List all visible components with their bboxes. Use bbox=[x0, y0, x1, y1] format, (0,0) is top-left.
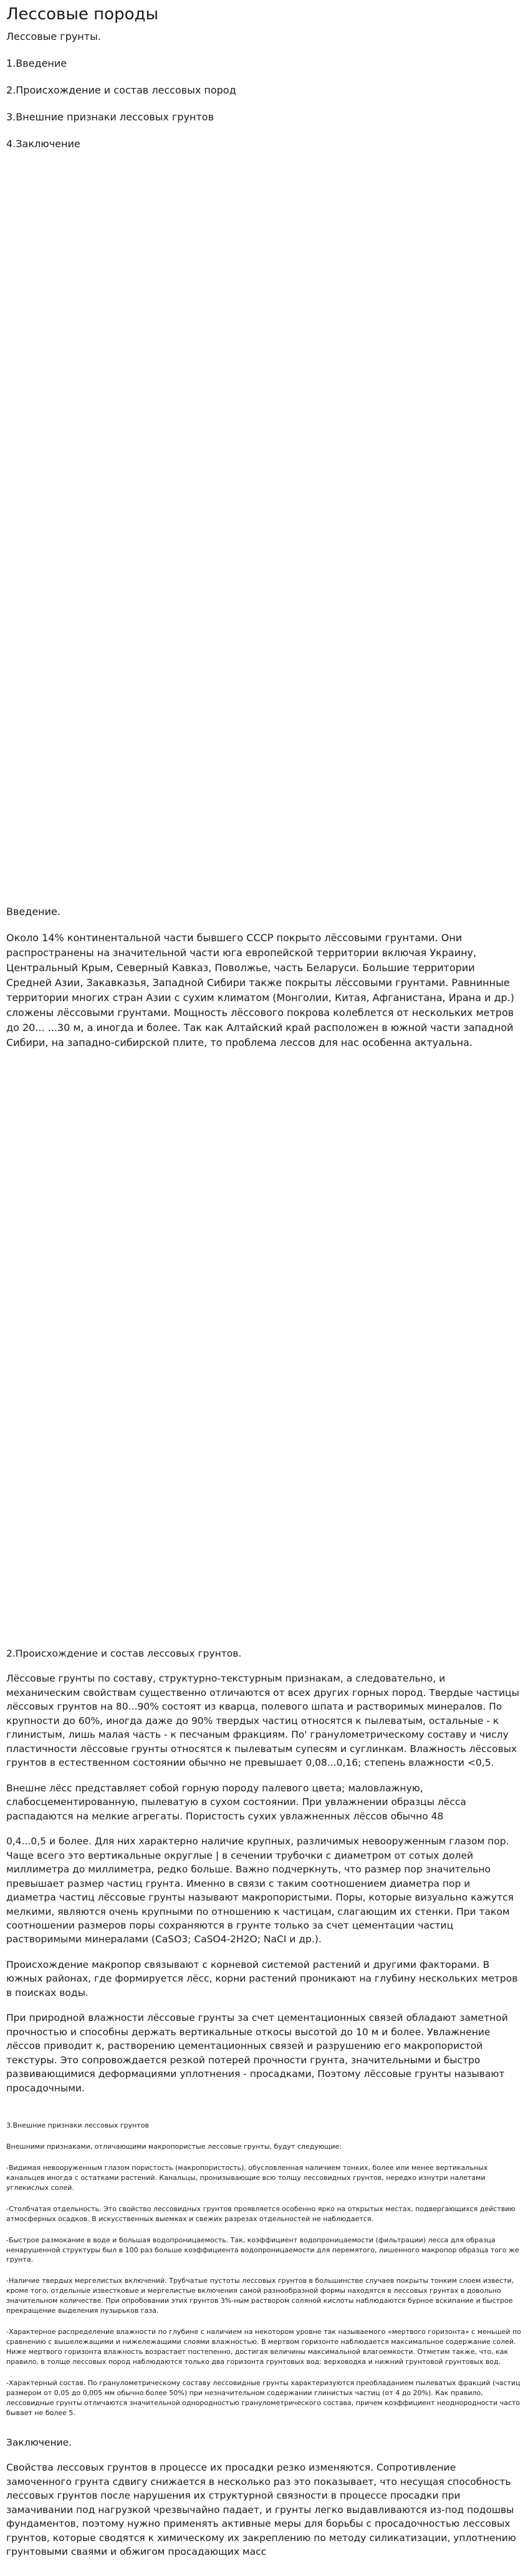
section-heading: 2.Происхождение и состав лессовых грунтов. bbox=[6, 1648, 242, 1659]
feature-composition: -Характерный состав. По гранулометрическому составу лессовидные грунты характеризуются преобладанием пылеватых фракций (частиц размером от 0,05 до 0,005 мм обычно более 50%) при незначительном содержании глинистых частиц (от 4 до 20%). Как правило, лессовидные грунты отличаются значительной однородностью гранулометрического состава, причем коэффициент неоднородности часто бывает не более 5. bbox=[6, 2378, 521, 2417]
section-intro: Внешними признаками, отличающими макропористые лессовые грунты, будут следующие: bbox=[6, 2142, 342, 2151]
toc-heading: Лессовые грунты. bbox=[6, 31, 101, 43]
table-of-contents bbox=[6, 29, 522, 152]
section-heading: Введение. bbox=[6, 906, 60, 918]
page-title: Лессовые породы bbox=[6, 5, 158, 24]
paragraph: При природной влажности лёссовые грунты за счет цементационных связей обладают заметной прочностью и способны держать вертикальные откосы высотой до 10 м и более. Увлажнение лёссов приводит к, растворению цементационных связей и разрушению его макропористой текстуры. Это сопровождается резкой потерей прочности грунта, значительными и быстро развивающимися деформациями уплотнения - просадками, Поэтому лёссовые грунты называют просадочными. bbox=[6, 2012, 508, 2094]
feature-inclusions: -Наличие твердых мергелистых включений. Трубчатые пустоты лессовых грунтов в большинстве случаев покрыты тонким слоем извести, кроме того, отдельные известковые и мергелистые включения самой разнообразной формы находятся в лессовых грунтах в довольно значительном количестве. При опробовании этих грунтов 3%-ным раствором соляной кислоты наблюдаются бурное вскипание и быстрое прекращение выделения пузырьков газа. bbox=[6, 2277, 514, 2315]
paragraph: Лёссовые грунты по составу, структурно-текстурным признакам, а следовательно, и механическим свойствам существенно отличаются от всех других горных пород. Твердые частицы лёссовых грунтов на 80...90% состоят из кварца, полевого шпата и растворимых минералов. По крупности до 60%, иногда даже до 90% твердых частиц относятся к пылеватым, остальные - к глинистым, лишь малая часть - к песчаным фракциям. По' гранулометрическому составу и числу пластичности лёссовые грунты относятся к пылеватым супесям и суглинкам. Влажность лёссовых грунтов в естественном состоянии обычно не превышает 0,08...0,16; степень влажности <0,5. bbox=[6, 1673, 519, 1769]
toc-item-features: 3.Внешние признаки лессовых грунтов bbox=[6, 111, 214, 123]
paragraph: Внешне лёсс представляет собой горную породу палевого цвета; маловлажную, слабосцементированную, пылеватую в сухом состоянии. При увлажнении образцы лёсса распадаются на мелкие агрегаты. Пористость сухих увлажненных лёссов обычно 48 bbox=[6, 1782, 466, 1822]
feature-moisture: -Характерное распределение влажности по глубине с наличием на некотором уровне так называемого «мертвого горизонта» с меньшей по сравнению с вышележащими и нижележащими слоями влажностью. В мертвом горизонте наблюдается максимальное содержание солей. Ниже мертвого горизонта влажность возрастает постепенно, достигая величины максимальной влагоемкости. Отметим также, что, как правило, в толще лессовых пород наблюдаются только два горизонта грунтовых вод: верховодка и нижний грунтовой грунтовых вод. bbox=[6, 2328, 521, 2366]
toc-item-introduction: 1.Введение bbox=[6, 57, 67, 70]
toc-item-conclusion: 4.Заключение bbox=[6, 138, 80, 150]
section-heading: 3.Внешние признаки лессовых грунтов bbox=[6, 2121, 149, 2129]
feature-soaking: -Быстрое размокание в воде и большая водопроницаемость. Так, коэффициент водопроницаемости (фильтрации) лесса для образца ненарушенной структуры был в 100 раз больше коэффициента водопроницаемости для перемятого, лишенного макропор образца того же грунта. bbox=[6, 2235, 519, 2264]
section-origin bbox=[6, 1647, 522, 2106]
paragraph: Происхождение макропор связывают с корневой системой растений и другими факторами. В южных районах, где формируется лёсс, корни растений проникают на глубину нескольких метров в поисках воды. bbox=[6, 1959, 518, 1998]
section-features bbox=[6, 2121, 522, 2429]
feature-columnar: -Столбчатая отдельность. Это свойство лессовидных грунтов проявляется особенно ярко на открытых местах, подвергающихся действию атмосферных осадков. В искусственных выемках и свежих разрезах отдельностей не наблюдается. bbox=[6, 2204, 516, 2223]
section-introduction bbox=[6, 904, 522, 1062]
paragraph: Около 14% континентальной части бывшего СССР покрыто лёссовыми грунтами. Они распространены на значительной части юга европейской территории включая Украину, Центральный Крым, Северный Кавказ, Поволжье, часть Беларуси. Большие территории Средней Азии, Закавказья, Западной Сибири также покрыты лёссовыми грунтами. Равнинные территории многих стран Азии с сухим климатом (Монголии, Китая, Афганистана, Ирана и др.) сложены лёссовыми грунтами. Мощность лёссового покрова колеблется от нескольких метров до 20... ...30 м, а иногда и более. Так как Алтайский край расположен в южной части западной Сибири, на западно-сибирской плите, то проблема лессов для нас особенна актуальна. bbox=[6, 932, 514, 1048]
section-conclusion bbox=[6, 2436, 522, 2570]
paragraph: 0,4...0,5 и более. Для них характерно наличие крупных, различимых невооруженным глазом пор. Чаще всего это вертикальные округлые | в сечении трубочки с диаметром от сотых долей миллиметра до миллиметра, редко больше. Важно подчеркнуть, что размер пор значительно превышает размер частиц грунта. Именно в связи с таким соотношением диаметра пор и диаметра частиц лёссовые грунты называют макропористыми. Поры, которые визуально кажутся мелкими, являются очень крупными по отношению к частицам, слагающим их стенки. При таком соотношении размеров поры сохраняются в грунте только за счет цементации частиц растворимыми минералами (CaSO3; CaSO4-2H2O; NaCI и др.). bbox=[6, 1836, 514, 1945]
paragraph: Свойства лессовых грунтов в процессе их просадки резко изменяются. Сопротивление замоченного грунта сдвигу снижается в несколько раз это показывает, что несущая способность лессовых грунтов после нарушения их структурной связности в процессе просадки при замачивании под нагрузкой чрезвычайно падает, и грунты легко выдавливаются из-под подошвы фундаментов, поэтому нужно применять активные меры для борьбы с просадочностью лессовых грунтов, которые сводятся к химическому их закреплению по методу силикатизации, уплотнению грунтовыми сваями и обжигом просадающих масс bbox=[6, 2462, 516, 2558]
section-heading: Заключение. bbox=[6, 2437, 72, 2448]
feature-porosity: -Видимая невооруженным глазом пористость (макропористость), обусловленная наличием тонких, более или менее вертикальных канальцев иногда с остатками растений. Канальцы, пронизывающие всю толщу лессовидных грунтов, нередко изнутри налетами углекислых солей. bbox=[6, 2163, 488, 2192]
toc-item-origin: 2.Происхождение и состав лессовых пород bbox=[6, 84, 236, 97]
